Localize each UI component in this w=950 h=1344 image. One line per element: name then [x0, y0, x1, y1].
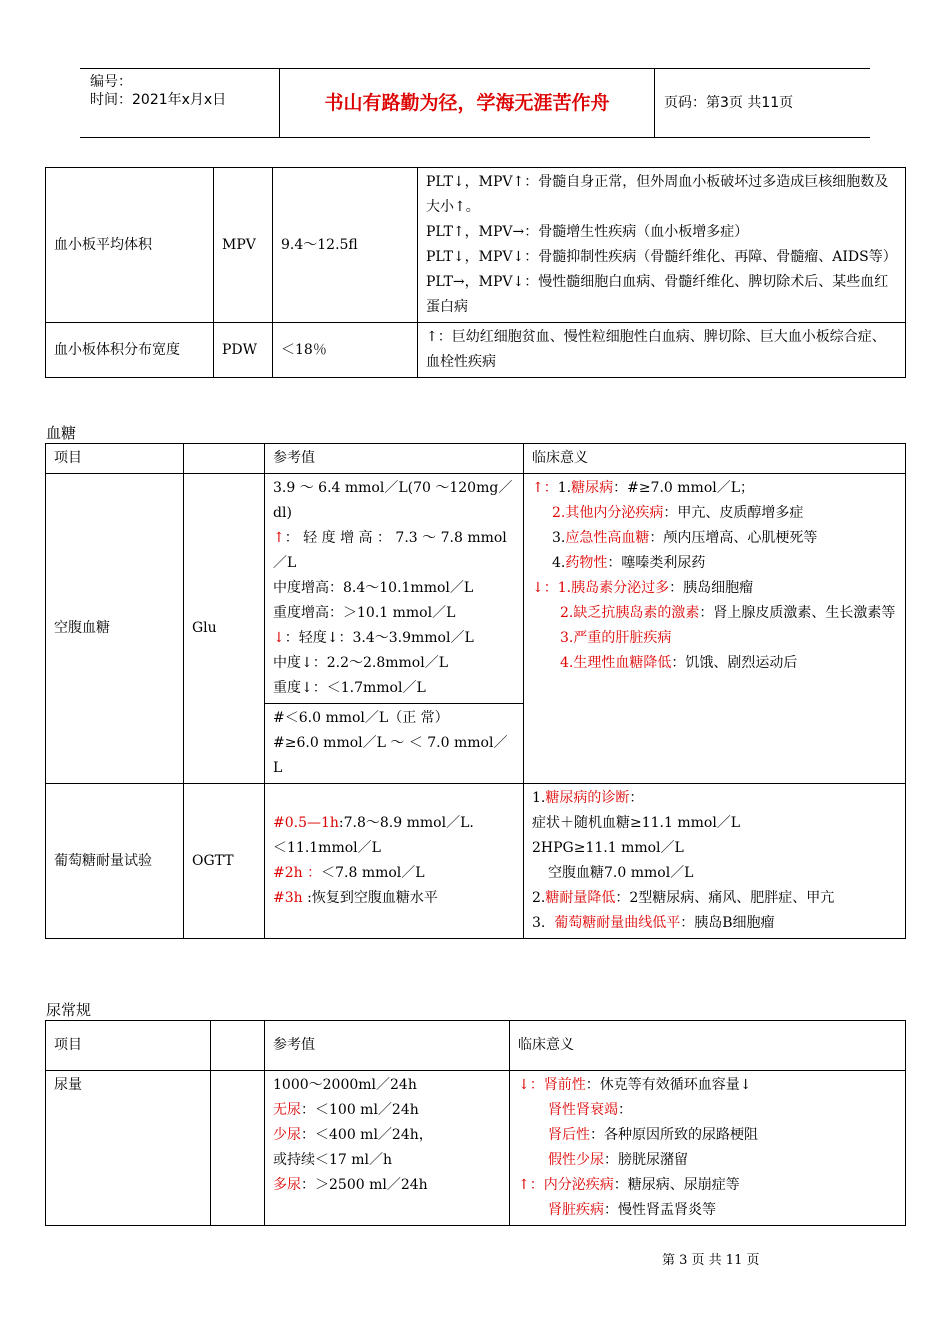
meaning-text: 4. [552, 555, 566, 571]
ref-key: #3h [273, 890, 308, 906]
col-header: 项目 [46, 444, 184, 474]
item-name: 空腹血糖 [46, 474, 184, 784]
meaning-line [532, 651, 897, 676]
meaning-text: ：饥饿、剧烈运动后 [671, 655, 798, 671]
item-ref-note [265, 704, 524, 784]
meaning-text: ：各种原因所致的尿路梗阻 [590, 1127, 758, 1143]
urine-table [45, 1020, 906, 1226]
col-header [184, 444, 265, 474]
header-motto: 书山有路勤为径，学海无涯苦作舟 [280, 69, 655, 137]
ref-key: 无尿 [273, 1102, 301, 1118]
meaning-line [532, 501, 897, 526]
meaning-key: 应急性高血糖 [565, 530, 650, 546]
ref-line [273, 811, 515, 836]
meaning-line [532, 526, 897, 551]
meaning-line: PLT↑，MPV→：骨髓增生性疾病（血小板增多症） [426, 224, 749, 240]
meaning-text: ： [629, 790, 644, 806]
col-header: 临床意义 [510, 1021, 906, 1071]
up-arrow-icon: ↑： [532, 480, 558, 496]
meaning-line [532, 911, 897, 936]
table-row [46, 1071, 906, 1226]
meaning-line: 空腹血糖7.0 mmol／L [548, 865, 694, 881]
ref-line [273, 1123, 501, 1148]
item-ref [265, 784, 524, 939]
meaning-text: 1. [557, 480, 572, 496]
ref-line [273, 861, 515, 886]
ref-line [273, 1173, 501, 1198]
meaning-line [518, 1098, 897, 1123]
meaning-line [518, 1123, 897, 1148]
ref-text: :恢复到空腹血糖水平 [307, 890, 438, 906]
meaning-text: 3. [552, 530, 566, 546]
ref-line [273, 526, 515, 576]
item-abbr [211, 1071, 265, 1226]
meaning-line [532, 601, 897, 626]
item-name: 血小板平均体积 [46, 168, 214, 323]
meaning-key: 肾性肾衰竭 [548, 1102, 618, 1118]
ref-line: 重度增高：＞10.1 mmol／L [273, 605, 456, 621]
meaning-key: 2.其他内分泌疾病 [552, 505, 664, 521]
ref-text: ：＜100 ml／24h [301, 1102, 419, 1118]
number-label: 编号： [90, 74, 132, 90]
col-header: 参考值 [265, 444, 524, 474]
down-arrow-icon: ↓ [273, 630, 285, 646]
meaning-text: ：慢性肾盂肾炎等 [604, 1202, 716, 1218]
page-header [80, 68, 870, 138]
header-meta [80, 69, 280, 137]
meaning-line [518, 1073, 897, 1098]
item-ref [265, 474, 524, 704]
ref-key: #0.5—1h [273, 815, 339, 831]
meaning-key: 葡萄糖耐量曲线低平 [554, 915, 681, 931]
meaning-text: ：肾上腺皮质激素、生长激素等 [699, 605, 896, 621]
table-header-row [46, 1021, 906, 1071]
meaning-key: 假性少尿 [548, 1152, 604, 1168]
meaning-text: ：颅内压增高、心肌梗死等 [649, 530, 818, 546]
ref-line: #＜6.0 mmol／L（正 常） [273, 710, 449, 726]
meaning-key: 肾后性 [548, 1127, 590, 1143]
meaning-line [532, 476, 897, 501]
ref-line: 中度↓：2.2～2.8mmol／L [273, 655, 449, 671]
meaning-text: ：噻嗪类利尿药 [607, 555, 706, 571]
item-abbr: OGTT [184, 784, 265, 939]
meaning-key: ↓：肾前性 [518, 1077, 586, 1093]
ref-line [273, 626, 515, 651]
meaning-text: ：糖尿病、尿崩症等 [613, 1177, 740, 1193]
ref-line [273, 1098, 501, 1123]
ref-text: ：轻度↓：3.4～3.9mmol／L [284, 630, 474, 646]
platelet-table [45, 167, 906, 378]
meaning-line [532, 786, 897, 811]
meaning-text: ：2型糖尿病、痛风、肥胖症、甲亢 [615, 890, 835, 906]
ref-key: #2h ： [273, 865, 322, 881]
ref-line: 重度↓：＜1.7mmol／L [273, 680, 426, 696]
meaning-key: ↓：1.胰岛素分泌过多 [532, 580, 670, 596]
meaning-line: 2HPG≥11.1 mmol／L [532, 840, 684, 856]
meaning-line: PLT↓，MPV↑：骨髓自身正常，但外周血小板破坏过多造成巨核细胞数及大小↑。 [426, 174, 889, 215]
meaning-text: ：甲亢、皮质醇增多症 [663, 505, 804, 521]
col-header [211, 1021, 265, 1071]
meaning-line: PLT↓，MPV↓：骨髓抑制性疾病（骨髓纤维化、再障、骨髓瘤、AIDS等） [426, 249, 897, 265]
meaning-line: 症状＋随机血糖≥11.1 mmol／L [532, 815, 741, 831]
table-row [46, 784, 906, 939]
item-ref: 9.4～12.5fl [273, 168, 418, 323]
meaning-line: PLT→，MPV↓：慢性髓细胞白血病、骨髓纤维化、脾切除术后、某些血红蛋白病 [426, 274, 889, 315]
item-ref [265, 1071, 510, 1226]
meaning-line [518, 1198, 897, 1223]
item-meaning [524, 474, 906, 784]
col-header: 项目 [46, 1021, 211, 1071]
glucose-table [45, 443, 906, 939]
meaning-line [532, 886, 897, 911]
item-meaning [418, 168, 906, 323]
meaning-text: ：胰岛B细胞瘤 [680, 915, 775, 931]
item-meaning [510, 1071, 906, 1226]
meaning-text: 2. [532, 890, 546, 906]
ref-text: :7.8～8.9 mmol／L. [338, 815, 474, 831]
meaning-text: ： [618, 1102, 632, 1118]
header-page-label: 页码：第3页 共11页 [664, 95, 794, 111]
page-footer: 第 3 页 共 11 页 [662, 1253, 760, 1268]
item-abbr: MPV [214, 168, 273, 323]
ref-line: 或持续＜17 ml／h [273, 1152, 393, 1168]
meaning-text: ：#≥7.0 mmol／L； [613, 480, 755, 496]
meaning-key: 2.缺乏抗胰岛素的激素 [560, 605, 700, 621]
meaning-key: ↑：内分泌疾病 [518, 1177, 614, 1193]
ref-line [273, 886, 515, 911]
item-abbr: Glu [184, 474, 265, 784]
ref-line: ＜11.1mmol／L [273, 840, 381, 856]
ref-line: #≥6.0 mmol／L ～ ＜ 7.0 mmol／L [273, 735, 508, 776]
meaning-line [518, 1173, 897, 1198]
ref-text: ： 轻 度 增 高 ： 7.3 ～ 7.8 mmol／L [273, 530, 507, 571]
item-name: 血小板体积分布宽度 [46, 323, 214, 378]
meaning-text: ：膀胱尿潴留 [604, 1152, 688, 1168]
ref-line: 中度增高：8.4～10.1mmol／L [273, 580, 474, 596]
meaning-line [518, 1148, 897, 1173]
meaning-key: 药物性 [565, 555, 608, 571]
section-title-glucose: 血糖 [46, 424, 77, 442]
meaning-key: 4.生理性血糖降低 [560, 655, 672, 671]
up-arrow-icon: ↑ [273, 530, 285, 546]
meaning-key: 糖尿病 [571, 480, 614, 496]
item-meaning: ↑：巨幼红细胞贫血、慢性粒细胞性白血病、脾切除、巨大血小板综合症、血栓性疾病 [418, 323, 906, 378]
meaning-text: ：休克等有效循环血容量↓ [585, 1077, 752, 1093]
col-header: 参考值 [265, 1021, 510, 1071]
meaning-text: 3. [532, 915, 555, 931]
meaning-key: 糖耐量降低 [545, 890, 616, 906]
meaning-line [532, 626, 897, 651]
ref-key: 少尿 [273, 1127, 301, 1143]
ref-text: ：＞2500 ml／24h [301, 1177, 428, 1193]
item-abbr: PDW [214, 323, 273, 378]
table-header-row [46, 444, 906, 474]
meaning-line [532, 551, 897, 576]
meaning-text: ：胰岛细胞瘤 [669, 580, 754, 596]
item-ref: ＜18％ [273, 323, 418, 378]
meaning-key: 糖尿病的诊断 [545, 790, 630, 806]
ref-line: 3.9 ～ 6.4 mmol／L(70 ～120mg／dl) [273, 480, 513, 521]
item-meaning [524, 784, 906, 939]
item-name: 尿量 [46, 1071, 211, 1226]
meaning-key: 肾脏疾病 [548, 1202, 604, 1218]
table-row [46, 474, 906, 704]
ref-line: 1000～2000ml／24h [273, 1077, 417, 1093]
ref-key: 多尿 [273, 1177, 301, 1193]
meaning-text: 1. [532, 790, 546, 806]
table-row [46, 323, 906, 378]
col-header: 临床意义 [524, 444, 906, 474]
section-title-urine: 尿常规 [46, 1001, 92, 1019]
ref-text: ：＜400 ml／24h， [301, 1127, 433, 1143]
table-row [46, 168, 906, 323]
ref-text: ＜7.8 mmol／L [321, 865, 425, 881]
item-name: 葡萄糖耐量试验 [46, 784, 184, 939]
time-label: 时间：2021年x月x日 [90, 92, 227, 108]
meaning-key: 3.严重的肝脏疾病 [560, 630, 672, 646]
meaning-line [532, 576, 897, 601]
